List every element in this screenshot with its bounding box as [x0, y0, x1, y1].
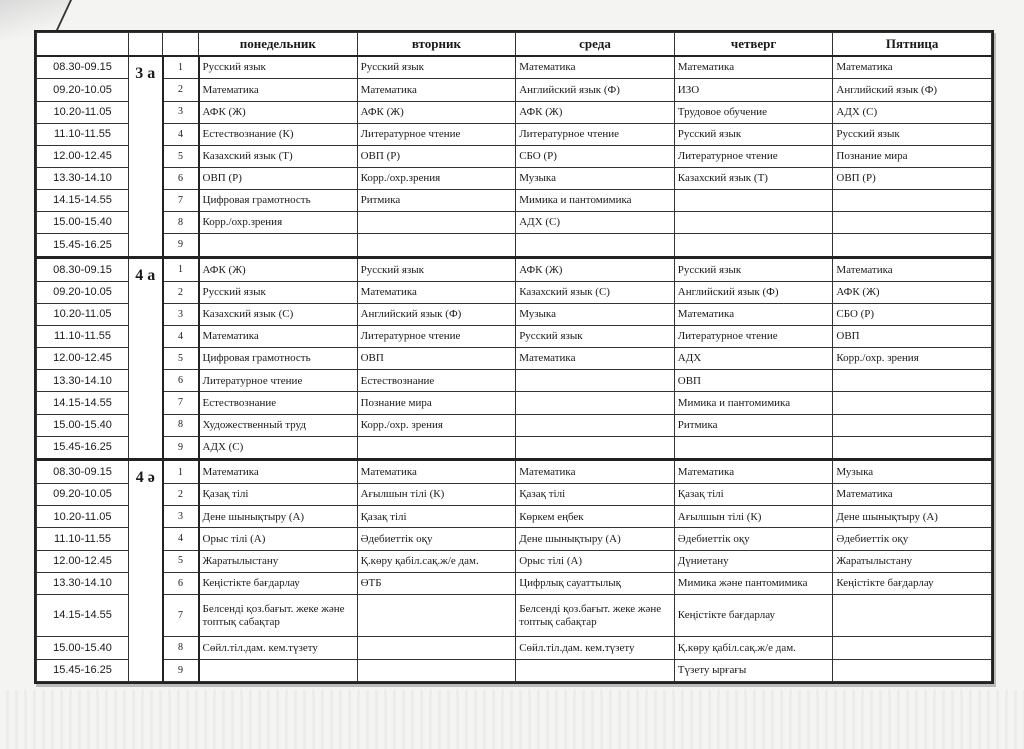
lesson-cell: АФК (Ж): [357, 101, 516, 123]
lesson-cell: [833, 414, 992, 436]
lesson-time: 14.15-14.55: [37, 392, 129, 414]
lesson-cell: Дене шынықтыру (А): [516, 528, 675, 550]
lesson-cell: СБО (Р): [833, 303, 992, 325]
lesson-cell: Музыка: [516, 303, 675, 325]
lesson-time: 15.45-16.25: [37, 659, 129, 681]
lesson-number: 1: [163, 460, 199, 484]
lesson-cell: Дене шынықтыру (А): [199, 506, 358, 528]
schedule-row: [37, 326, 992, 348]
lesson-time: 15.00-15.40: [37, 637, 129, 659]
lesson-cell: [357, 594, 516, 637]
lesson-cell: Жаратылыстану: [199, 550, 358, 572]
lesson-cell: Русский язык: [199, 281, 358, 303]
lesson-number: 6: [163, 370, 199, 392]
lesson-cell: Кеңістікте бағдарлау: [199, 572, 358, 594]
lesson-cell: Жаратылыстану: [833, 550, 992, 572]
lesson-cell: [199, 234, 358, 258]
lesson-cell: Белсенді қоз.бағыт. жеке және топтық сабақтар: [516, 594, 675, 637]
lesson-number: 6: [163, 167, 199, 189]
lesson-time: 13.30-14.10: [37, 370, 129, 392]
lesson-cell: Литературное чтение: [357, 123, 516, 145]
lesson-cell: Естествознание: [357, 370, 516, 392]
lesson-cell: [833, 370, 992, 392]
lesson-cell: [833, 212, 992, 234]
lesson-cell: Математика: [833, 258, 992, 282]
lesson-cell: Көркем еңбек: [516, 506, 675, 528]
header-day: среда: [516, 33, 675, 57]
schedule-row: [37, 528, 992, 550]
schedule-row: [37, 414, 992, 436]
lesson-cell: Цифровая грамотность: [199, 190, 358, 212]
schedule-row: [37, 572, 992, 594]
lesson-cell: [516, 392, 675, 414]
lesson-number: 4: [163, 326, 199, 348]
schedule-row: [37, 659, 992, 681]
lesson-cell: Қ.көру қабіл.сақ.ж/е дам.: [357, 550, 516, 572]
lesson-cell: Музыка: [516, 167, 675, 189]
lesson-cell: Ритмика: [674, 414, 833, 436]
schedule-row: [37, 303, 992, 325]
lesson-time: 09.20-10.05: [37, 484, 129, 506]
schedule-row: [37, 145, 992, 167]
schedule-row: [37, 212, 992, 234]
lesson-cell: АДХ (С): [833, 101, 992, 123]
header-row: [37, 33, 992, 57]
lesson-cell: Қ.көру қабіл.сақ.ж/е дам.: [674, 637, 833, 659]
lesson-time: 08.30-09.15: [37, 460, 129, 484]
lesson-time: 14.15-14.55: [37, 190, 129, 212]
lesson-cell: [516, 234, 675, 258]
lesson-cell: [516, 659, 675, 681]
schedule-row: [37, 234, 992, 258]
lesson-cell: Русский язык: [674, 258, 833, 282]
schedule-row: [37, 258, 992, 282]
lesson-cell: [357, 212, 516, 234]
schedule-row: [37, 460, 992, 484]
lesson-cell: Музыка: [833, 460, 992, 484]
lesson-cell: Казахский язык (Т): [674, 167, 833, 189]
lesson-time: 10.20-11.05: [37, 506, 129, 528]
header-day: понедельник: [199, 33, 358, 57]
lesson-cell: Казахский язык (Т): [199, 145, 358, 167]
lesson-cell: [516, 414, 675, 436]
lesson-number: 9: [163, 659, 199, 681]
lesson-cell: Русский язык: [674, 123, 833, 145]
lesson-cell: АФК (Ж): [516, 101, 675, 123]
lesson-time: 09.20-10.05: [37, 281, 129, 303]
lesson-cell: Математика: [674, 56, 833, 79]
lesson-number: 9: [163, 436, 199, 460]
lesson-cell: [674, 190, 833, 212]
lesson-cell: Мимика және пантомимика: [674, 572, 833, 594]
lesson-number: 5: [163, 145, 199, 167]
lesson-number: 5: [163, 348, 199, 370]
lesson-cell: Математика: [833, 56, 992, 79]
lesson-number: 3: [163, 101, 199, 123]
schedule-row: [37, 56, 992, 79]
schedule-row: [37, 348, 992, 370]
lesson-cell: Литературное чтение: [516, 123, 675, 145]
lesson-cell: [833, 190, 992, 212]
lesson-cell: [674, 212, 833, 234]
lesson-number: 7: [163, 594, 199, 637]
schedule-row: [37, 484, 992, 506]
lesson-cell: Әдебиеттік оқу: [674, 528, 833, 550]
lesson-time: 15.00-15.40: [37, 414, 129, 436]
lesson-cell: [833, 392, 992, 414]
lesson-cell: Литературное чтение: [199, 370, 358, 392]
lesson-cell: [833, 594, 992, 637]
lesson-time: 11.10-11.55: [37, 123, 129, 145]
lesson-cell: [357, 659, 516, 681]
scan-noise: [0, 690, 1024, 749]
header-day: четверг: [674, 33, 833, 57]
lesson-time: 11.10-11.55: [37, 528, 129, 550]
lesson-cell: АФК (Ж): [516, 258, 675, 282]
lesson-time: 12.00-12.45: [37, 145, 129, 167]
schedule-row: [37, 637, 992, 659]
lesson-cell: Сөйл.тіл.дам. кем.түзету: [199, 637, 358, 659]
lesson-number: 4: [163, 528, 199, 550]
header-day: вторник: [357, 33, 516, 57]
lesson-cell: Русский язык: [833, 123, 992, 145]
lesson-cell: Русский язык: [357, 56, 516, 79]
lesson-cell: ОВП (Р): [357, 145, 516, 167]
lesson-time: 11.10-11.55: [37, 326, 129, 348]
lesson-cell: Математика: [199, 326, 358, 348]
lesson-cell: Ағылшын тілі (К): [357, 484, 516, 506]
lesson-cell: Познание мира: [357, 392, 516, 414]
lesson-number: 3: [163, 506, 199, 528]
lesson-cell: Литературное чтение: [674, 145, 833, 167]
lesson-time: 13.30-14.10: [37, 167, 129, 189]
lesson-cell: [833, 436, 992, 460]
lesson-cell: Түзету ырғағы: [674, 659, 833, 681]
lesson-number: 6: [163, 572, 199, 594]
lesson-cell: Русский язык: [516, 326, 675, 348]
lesson-cell: Математика: [516, 460, 675, 484]
lesson-cell: ОВП: [833, 326, 992, 348]
lesson-cell: Английский язык (Ф): [674, 281, 833, 303]
lesson-time: 08.30-09.15: [37, 56, 129, 79]
lesson-cell: Мимика и пантомимика: [674, 392, 833, 414]
lesson-cell: Математика: [674, 303, 833, 325]
lesson-cell: [357, 234, 516, 258]
schedule-row: [37, 506, 992, 528]
lesson-cell: Кеңістікте бағдарлау: [674, 594, 833, 637]
schedule-row: [37, 392, 992, 414]
class-label: 4 ә: [129, 460, 163, 682]
lesson-cell: Познание мира: [833, 145, 992, 167]
lesson-time: 15.00-15.40: [37, 212, 129, 234]
lesson-cell: ИЗО: [674, 79, 833, 101]
lesson-cell: Ритмика: [357, 190, 516, 212]
lesson-cell: Трудовое обучение: [674, 101, 833, 123]
lesson-number: 8: [163, 637, 199, 659]
lesson-cell: [674, 234, 833, 258]
schedule-row: [37, 281, 992, 303]
schedule-row: [37, 594, 992, 637]
lesson-number: 9: [163, 234, 199, 258]
lesson-cell: Русский язык: [199, 56, 358, 79]
schedule-row: [37, 123, 992, 145]
lesson-cell: Орыс тілі (А): [516, 550, 675, 572]
lesson-cell: Кеңістікте бағдарлау: [833, 572, 992, 594]
lesson-cell: АФК (Ж): [199, 101, 358, 123]
schedule-row: [37, 79, 992, 101]
schedule-table: [36, 32, 992, 682]
lesson-cell: Қазақ тілі: [516, 484, 675, 506]
header-day: Пятница: [833, 33, 992, 57]
lesson-cell: Литературное чтение: [674, 326, 833, 348]
lesson-cell: [516, 436, 675, 460]
lesson-cell: Қазақ тілі: [674, 484, 833, 506]
lesson-cell: АФК (Ж): [199, 258, 358, 282]
lesson-cell: Математика: [516, 56, 675, 79]
lesson-cell: Литературное чтение: [357, 326, 516, 348]
header-num: [163, 33, 199, 57]
lesson-cell: Ағылшын тілі (К): [674, 506, 833, 528]
lesson-number: 8: [163, 414, 199, 436]
lesson-cell: [833, 637, 992, 659]
lesson-time: 08.30-09.15: [37, 258, 129, 282]
lesson-cell: АДХ (С): [516, 212, 675, 234]
lesson-cell: Дене шынықтыру (А): [833, 506, 992, 528]
schedule-row: [37, 436, 992, 460]
lesson-cell: [833, 234, 992, 258]
lesson-cell: Русский язык: [357, 258, 516, 282]
lesson-time: 10.20-11.05: [37, 101, 129, 123]
lesson-number: 2: [163, 484, 199, 506]
lesson-cell: Корр./охр.зрения: [199, 212, 358, 234]
lesson-time: 10.20-11.05: [37, 303, 129, 325]
lesson-cell: ӨТБ: [357, 572, 516, 594]
lesson-cell: Математика: [357, 281, 516, 303]
lesson-time: 12.00-12.45: [37, 348, 129, 370]
lesson-cell: [357, 637, 516, 659]
lesson-cell: Казахский язык (С): [516, 281, 675, 303]
lesson-cell: [674, 436, 833, 460]
lesson-cell: [833, 659, 992, 681]
schedule-row: [37, 167, 992, 189]
lesson-number: 3: [163, 303, 199, 325]
lesson-cell: Әдебиеттік оқу: [357, 528, 516, 550]
lesson-cell: ОВП (Р): [833, 167, 992, 189]
lesson-cell: [516, 370, 675, 392]
schedule-body: [37, 56, 992, 682]
lesson-number: 2: [163, 79, 199, 101]
schedule-sheet: [34, 30, 994, 684]
lesson-number: 8: [163, 212, 199, 234]
lesson-number: 2: [163, 281, 199, 303]
lesson-number: 7: [163, 190, 199, 212]
lesson-number: 5: [163, 550, 199, 572]
lesson-cell: Дүниетану: [674, 550, 833, 572]
schedule-row: [37, 370, 992, 392]
schedule-row: [37, 190, 992, 212]
schedule-row: [37, 550, 992, 572]
lesson-cell: Белсенді қоз.бағыт. жеке және топтық сабақтар: [199, 594, 358, 637]
lesson-number: 1: [163, 258, 199, 282]
lesson-time: 15.45-16.25: [37, 436, 129, 460]
lesson-cell: Мимика и пантомимика: [516, 190, 675, 212]
lesson-time: 15.45-16.25: [37, 234, 129, 258]
lesson-cell: Математика: [516, 348, 675, 370]
lesson-cell: Қазақ тілі: [357, 506, 516, 528]
lesson-cell: Английский язык (Ф): [833, 79, 992, 101]
lesson-cell: Английский язык (Ф): [516, 79, 675, 101]
lesson-cell: Қазақ тілі: [199, 484, 358, 506]
lesson-cell: ОВП (Р): [199, 167, 358, 189]
lesson-cell: Математика: [199, 79, 358, 101]
lesson-cell: ОВП: [674, 370, 833, 392]
lesson-cell: Корр./охр. зрения: [357, 414, 516, 436]
lesson-cell: Сөйл.тіл.дам. кем.түзету: [516, 637, 675, 659]
lesson-cell: СБО (Р): [516, 145, 675, 167]
lesson-cell: АФК (Ж): [833, 281, 992, 303]
lesson-cell: Казахский язык (С): [199, 303, 358, 325]
lesson-cell: Естествознание: [199, 392, 358, 414]
lesson-cell: [357, 436, 516, 460]
lesson-cell: [199, 659, 358, 681]
schedule-row: [37, 101, 992, 123]
lesson-cell: Корр./охр. зрения: [833, 348, 992, 370]
lesson-cell: АДХ (С): [199, 436, 358, 460]
lesson-cell: ОВП: [357, 348, 516, 370]
lesson-cell: Корр./охр.зрения: [357, 167, 516, 189]
lesson-cell: Художественный труд: [199, 414, 358, 436]
lesson-cell: Математика: [357, 79, 516, 101]
header-time: [37, 33, 129, 57]
class-label: 4 а: [129, 258, 163, 460]
lesson-time: 14.15-14.55: [37, 594, 129, 637]
header-class: [129, 33, 163, 57]
lesson-cell: Математика: [199, 460, 358, 484]
lesson-cell: Әдебиеттік оқу: [833, 528, 992, 550]
lesson-cell: Математика: [833, 484, 992, 506]
lesson-number: 7: [163, 392, 199, 414]
lesson-cell: Естествознание (К): [199, 123, 358, 145]
lesson-time: 13.30-14.10: [37, 572, 129, 594]
lesson-cell: Цифровая грамотность: [199, 348, 358, 370]
lesson-cell: Английский язык (Ф): [357, 303, 516, 325]
lesson-number: 1: [163, 56, 199, 79]
lesson-time: 09.20-10.05: [37, 79, 129, 101]
class-label: 3 а: [129, 56, 163, 258]
lesson-cell: Орыс тілі (А): [199, 528, 358, 550]
lesson-cell: Математика: [357, 460, 516, 484]
lesson-cell: Цифрлық сауаттылық: [516, 572, 675, 594]
lesson-cell: АДХ: [674, 348, 833, 370]
lesson-cell: Математика: [674, 460, 833, 484]
lesson-time: 12.00-12.45: [37, 550, 129, 572]
lesson-number: 4: [163, 123, 199, 145]
